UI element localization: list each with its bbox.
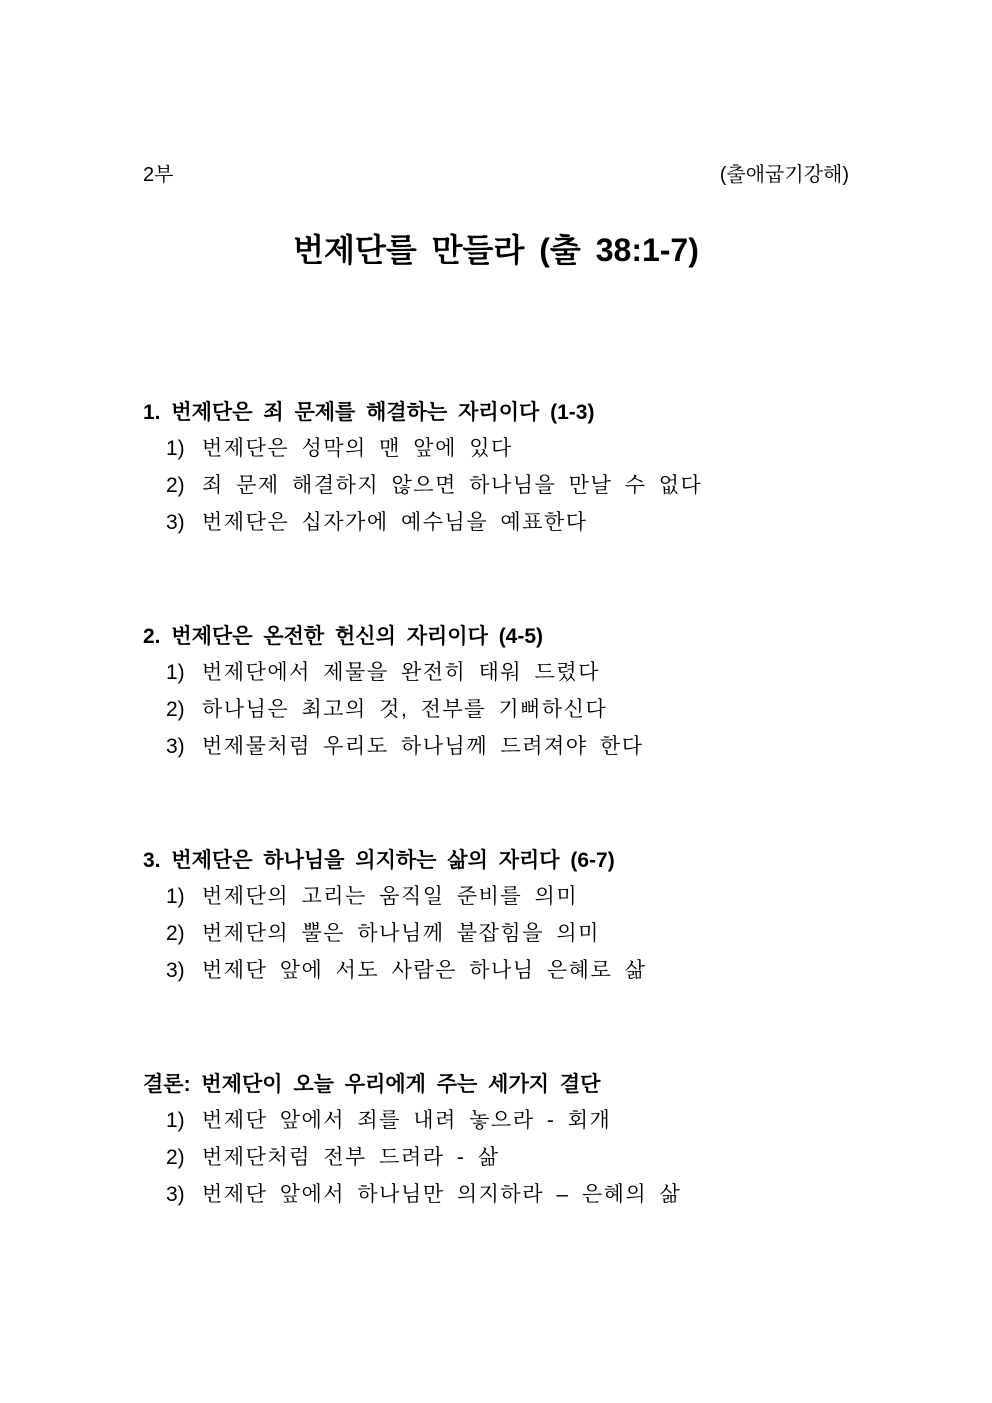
item-text: 하나님은 최고의 것, 전부를 기뻐하신다: [202, 698, 608, 721]
item-text: 번제단의 고리는 움직일 준비를 의미: [202, 885, 579, 908]
list-item: [166, 696, 863, 724]
item-number: 1): [166, 661, 185, 684]
section-heading: 2. 번제단은 온전한 헌신의 자리이다 (4-5): [143, 625, 544, 648]
section-item-list: [143, 1107, 863, 1209]
item-number: 1): [166, 885, 185, 908]
item-text: 번제단처럼 전부 드려라 - 삶: [202, 1146, 500, 1169]
item-text: 번제물처럼 우리도 하나님께 드려져야 한다: [202, 735, 644, 758]
section-2: [143, 623, 863, 770]
item-text: 번제단은 십자가에 예수님을 예표한다: [202, 511, 588, 534]
item-text: 번제단 앞에서 죄를 내려 놓으라 - 회개: [202, 1109, 612, 1132]
list-item: [166, 883, 863, 911]
item-text: 죄 문제 해결하지 않으면 하나님을 만날 수 없다: [202, 474, 703, 497]
list-item: [166, 957, 863, 985]
section-item-list: [143, 659, 863, 761]
list-item: [166, 1181, 863, 1209]
list-item: [166, 509, 863, 537]
section-heading: 3. 번제단은 하나님을 의지하는 삶의 자리다 (6-7): [143, 849, 615, 872]
list-item: [166, 659, 863, 687]
item-number: 2): [166, 698, 185, 721]
item-number: 2): [166, 474, 185, 497]
section-conclusion: [143, 1071, 863, 1218]
item-text: 번제단은 성막의 맨 앞에 있다: [202, 437, 513, 460]
section-item-list: [143, 883, 863, 985]
list-item: [166, 920, 863, 948]
item-number: 1): [166, 437, 185, 460]
section-heading: 1. 번제단은 죄 문제를 해결하는 자리이다 (1-3): [143, 401, 595, 424]
item-text: 번제단에서 제물을 완전히 태워 드렸다: [202, 661, 600, 684]
item-number: 2): [166, 922, 185, 945]
item-number: 3): [166, 735, 185, 758]
item-number: 3): [166, 1183, 185, 1206]
list-item: [166, 1107, 863, 1135]
section-heading: 결론: 번제단이 오늘 우리에게 주는 세가지 결단: [143, 1073, 601, 1096]
list-item: [166, 472, 863, 500]
section-3: [143, 847, 863, 994]
item-number: 3): [166, 511, 185, 534]
section-item-list: [143, 435, 863, 537]
section-1: [143, 399, 863, 546]
part-label: 2부: [143, 164, 174, 186]
list-item: [166, 733, 863, 761]
item-number: 1): [166, 1109, 185, 1132]
series-label: (출애굽기강해): [719, 164, 849, 186]
item-text: 번제단 앞에 서도 사람은 하나님 은혜로 삶: [202, 959, 647, 982]
item-text: 번제단의 뿔은 하나님께 붙잡힘을 의미: [202, 922, 600, 945]
list-item: [166, 435, 863, 463]
item-text: 번제단 앞에서 하나님만 의지하라 – 은혜의 삶: [202, 1183, 682, 1206]
item-number: 3): [166, 959, 185, 982]
page-title: 번제단를 만들라 (출 38:1-7): [293, 232, 699, 268]
list-item: [166, 1144, 863, 1172]
item-number: 2): [166, 1146, 185, 1169]
